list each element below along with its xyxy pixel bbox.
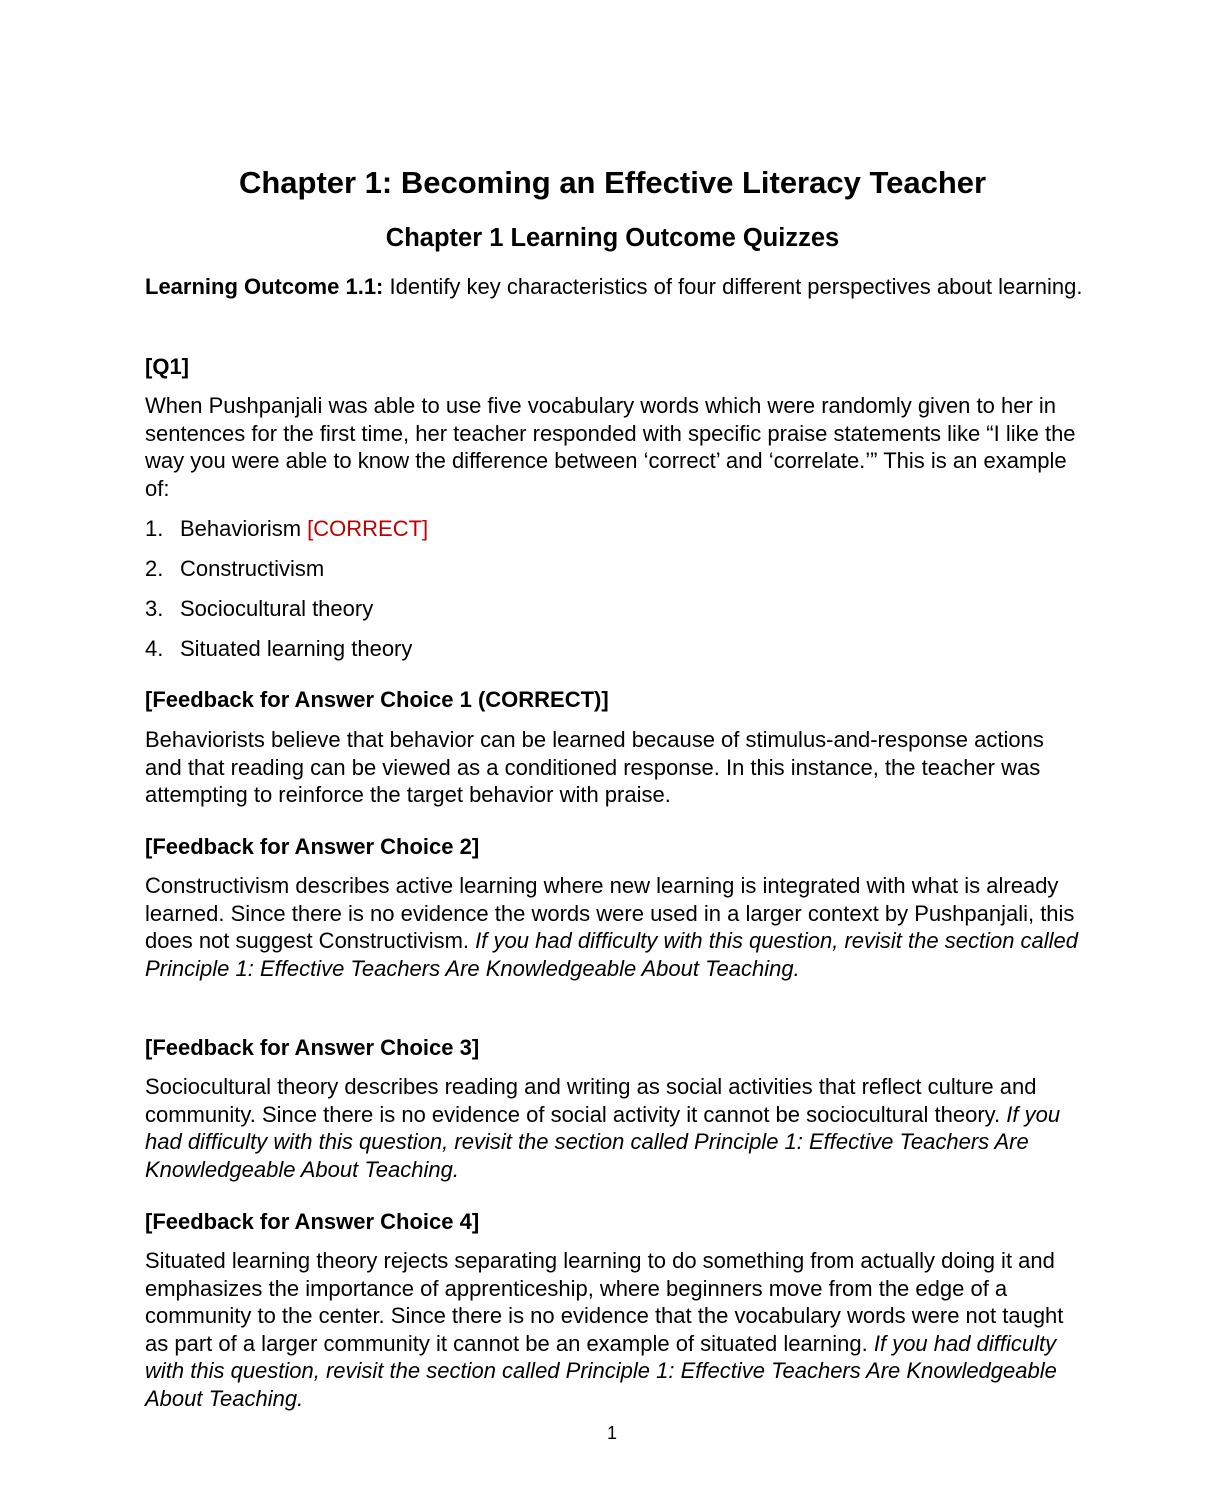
quiz-subtitle: Chapter 1 Learning Outcome Quizzes [385,224,840,252]
choice-text: Situated learning theory [180,636,413,661]
feedback-heading-2: [Feedback for Answer Choice 2] [145,834,480,859]
answer-choice-2 [145,555,324,583]
feedback-text-4 [145,1247,1085,1413]
choice-text: Constructivism [180,556,325,581]
choice-text: Sociocultural theory [180,596,374,621]
learning-outcome-label: Learning Outcome 1.1: [145,274,384,299]
learning-outcome [145,273,1085,301]
choice-number: 4. [145,636,164,661]
answer-choice-1 [145,515,428,543]
choice-number: 1. [145,516,164,541]
chapter-title: Chapter 1: Becoming an Effective Literacy Teacher [238,165,987,200]
feedback-hint: If you had difficulty with this question, revisit the section called Principle 1: Effective Teachers Are Knowledgeable About Teaching. [145,1101,1061,1182]
page-number: 1 [606,1423,617,1443]
correct-marker: [CORRECT] [307,516,429,541]
feedback-heading-3: [Feedback for Answer Choice 3] [145,1035,480,1060]
learning-outcome-text: Identify key characteristics of four different perspectives about learning. [383,274,1083,299]
feedback-body: Situated learning theory rejects separating learning to do something from actually doing it and emphasizes the importance of apprenticeship, where beginners move from the edge of a community to the center. Since there is no evidence that the vocabulary words were not taught as part of a larger community it cannot be an example of situated learning. [145,1248,1064,1356]
feedback-heading-4: [Feedback for Answer Choice 4] [145,1209,480,1234]
question-id: [Q1] [145,354,189,379]
feedback-body: Behaviorists believe that behavior can be learned because of stimulus-and-response actions and that reading can be viewed as a conditioned response. In this instance, the teacher was attempting to reinforce the target behavior with praise. [145,727,1044,808]
answer-choice-4 [145,635,412,663]
choice-number: 3. [145,596,164,621]
feedback-body: Sociocultural theory describes reading and writing as social activities that reflect culture and community. Since there is no evidence of social activity it cannot be sociocultural theory. [145,1074,1037,1127]
question-stem: When Pushpanjali was able to use five vocabulary words which were randomly given to her in sentences for the first time, her teacher responded with specific praise statements like “I like the way you were able to know the difference between ‘correct’ and ‘correlate.’” This is an example of: [145,393,1076,501]
choice-text: Behaviorism [180,516,302,541]
feedback-heading-1: [Feedback for Answer Choice 1 (CORRECT)] [145,687,609,712]
feedback-text-2 [145,872,1085,982]
feedback-text-1 [145,726,1085,809]
feedback-body: Constructivism describes active learning where new learning is integrated with what is already learned. Since there is no evidence the words were used in a larger context by Pushpanjali, this does not suggest Constructivism. [145,873,1075,954]
feedback-text-3 [145,1073,1085,1183]
feedback-hint: If you had difficulty with this question, revisit the section called Principle 1: Effective Teachers Are Knowledgeable About Teaching. [145,1330,1057,1411]
answer-choice-3 [145,595,373,623]
feedback-hint: If you had difficulty with this question, revisit the section called Principle 1: Effective Teachers Are Knowledgeable About Teaching. [145,928,1079,981]
choice-number: 2. [145,556,164,581]
